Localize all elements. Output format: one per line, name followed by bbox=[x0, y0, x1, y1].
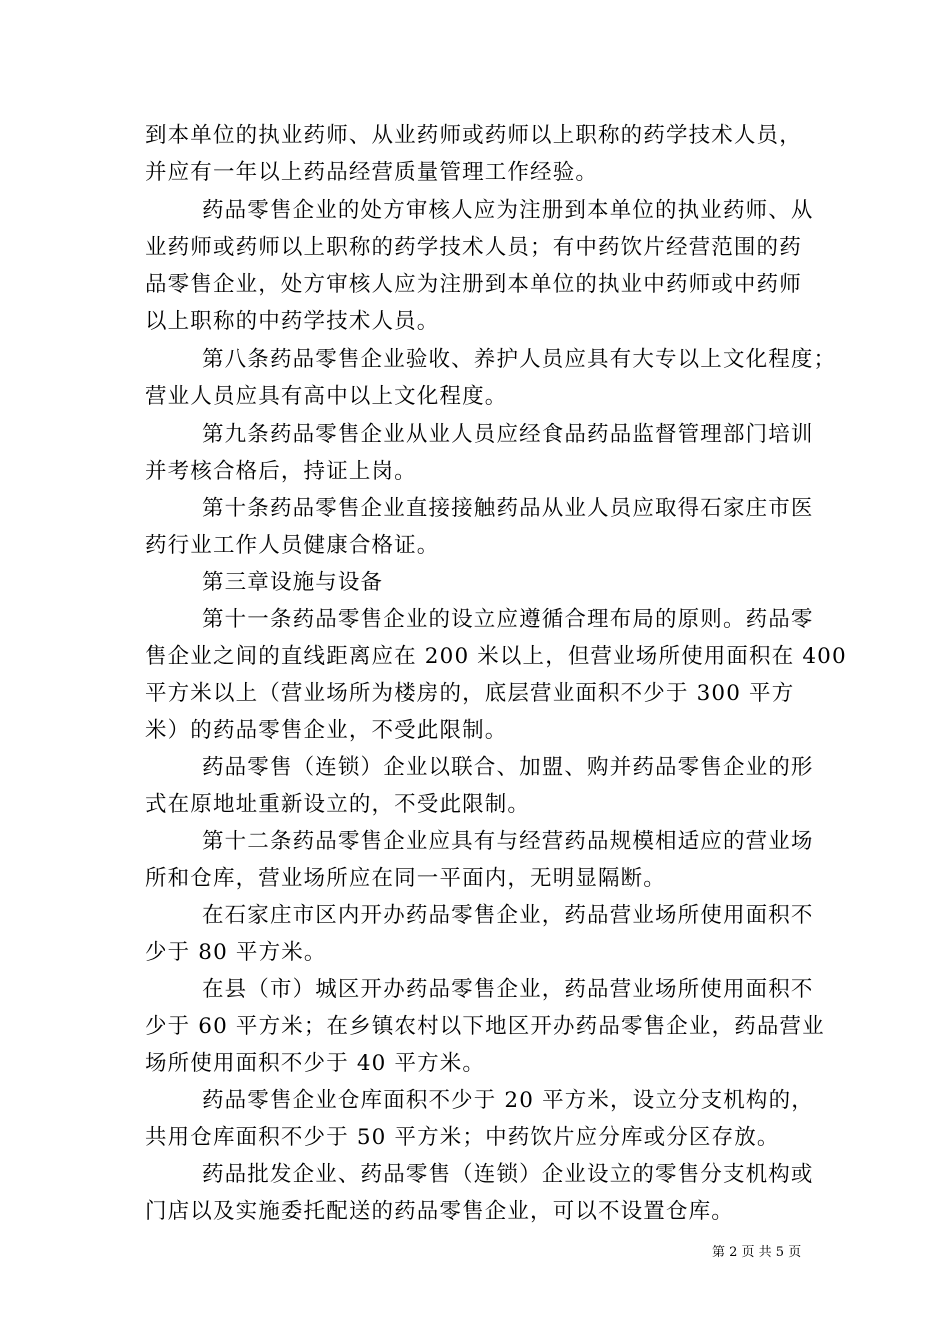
text-line: 售企业之间的直线距离应在 200 米以上，但营业场所使用面积在 400 bbox=[145, 644, 847, 669]
text-line: 少于 80 平方米。 bbox=[145, 940, 327, 965]
text-line: 所和仓库，营业场所应在同一平面内，无明显隔断。 bbox=[145, 866, 666, 891]
text-line: 第九条药品零售企业从业人员应经食品药品监督管理部门培训 bbox=[202, 422, 814, 447]
text-line: 药品批发企业、药品零售（连锁）企业设立的零售分支机构或 bbox=[202, 1162, 814, 1187]
text-line: 平方米以上（营业场所为楼房的，底层营业面积不少于 300 平方 bbox=[145, 681, 795, 706]
text-line: 第十条药品零售企业直接接触药品从业人员应取得石家庄市医 bbox=[202, 496, 814, 521]
text-line: 以上职称的中药学技术人员。 bbox=[145, 309, 440, 334]
text-line: 到本单位的执业药师、从业药师或药师以上职称的药学技术人员， bbox=[145, 123, 802, 148]
text-line: 药行业工作人员健康合格证。 bbox=[145, 533, 440, 558]
text-line: 药品零售（连锁）企业以联合、加盟、购并药品零售企业的形 bbox=[202, 755, 814, 780]
text-line: 少于 60 平方米；在乡镇农村以下地区开办药品零售企业，药品营业 bbox=[145, 1014, 825, 1039]
text-line: 第十二条药品零售企业应具有与经营药品规模相适应的营业场 bbox=[202, 829, 814, 854]
text-line: 在石家庄市区内开办药品零售企业，药品营业场所使用面积不 bbox=[202, 903, 814, 928]
section-heading: 第三章设施与设备 bbox=[202, 570, 384, 595]
text-line: 场所使用面积不少于 40 平方米。 bbox=[145, 1051, 486, 1076]
text-line: 营业人员应具有高中以上文化程度。 bbox=[145, 384, 508, 409]
text-line: 药品零售企业的处方审核人应为注册到本单位的执业药师、从 bbox=[202, 198, 814, 223]
text-line: 药品零售企业仓库面积不少于 20 平方米，设立分支机构的， bbox=[202, 1088, 814, 1113]
text-line: 共用仓库面积不少于 50 平方米；中药饮片应分库或分区存放。 bbox=[145, 1125, 780, 1150]
text-line: 品零售企业，处方审核人应为注册到本单位的执业中药师或中药师 bbox=[145, 272, 802, 297]
text-line: 门店以及实施委托配送的药品零售企业，可以不设置仓库。 bbox=[145, 1199, 734, 1224]
text-line: 第八条药品零售企业验收、养护人员应具有大专以上文化程度； bbox=[202, 347, 837, 372]
text-line: 并应有一年以上药品经营质量管理工作经验。 bbox=[145, 160, 599, 185]
text-line: 并考核合格后，持证上岗。 bbox=[145, 459, 417, 484]
text-line: 业药师或药师以上职称的药学技术人员；有中药饮片经营范围的药 bbox=[145, 235, 802, 260]
page-number: 第 2 页 共 5 页 bbox=[712, 1245, 802, 1260]
text-line: 米）的药品零售企业，不受此限制。 bbox=[145, 718, 508, 743]
text-line: 式在原地址重新设立的，不受此限制。 bbox=[145, 792, 531, 817]
text-line: 在县（市）城区开办药品零售企业，药品营业场所使用面积不 bbox=[202, 977, 814, 1002]
text-line: 第十一条药品零售企业的设立应遵循合理布局的原则。药品零 bbox=[202, 607, 814, 632]
